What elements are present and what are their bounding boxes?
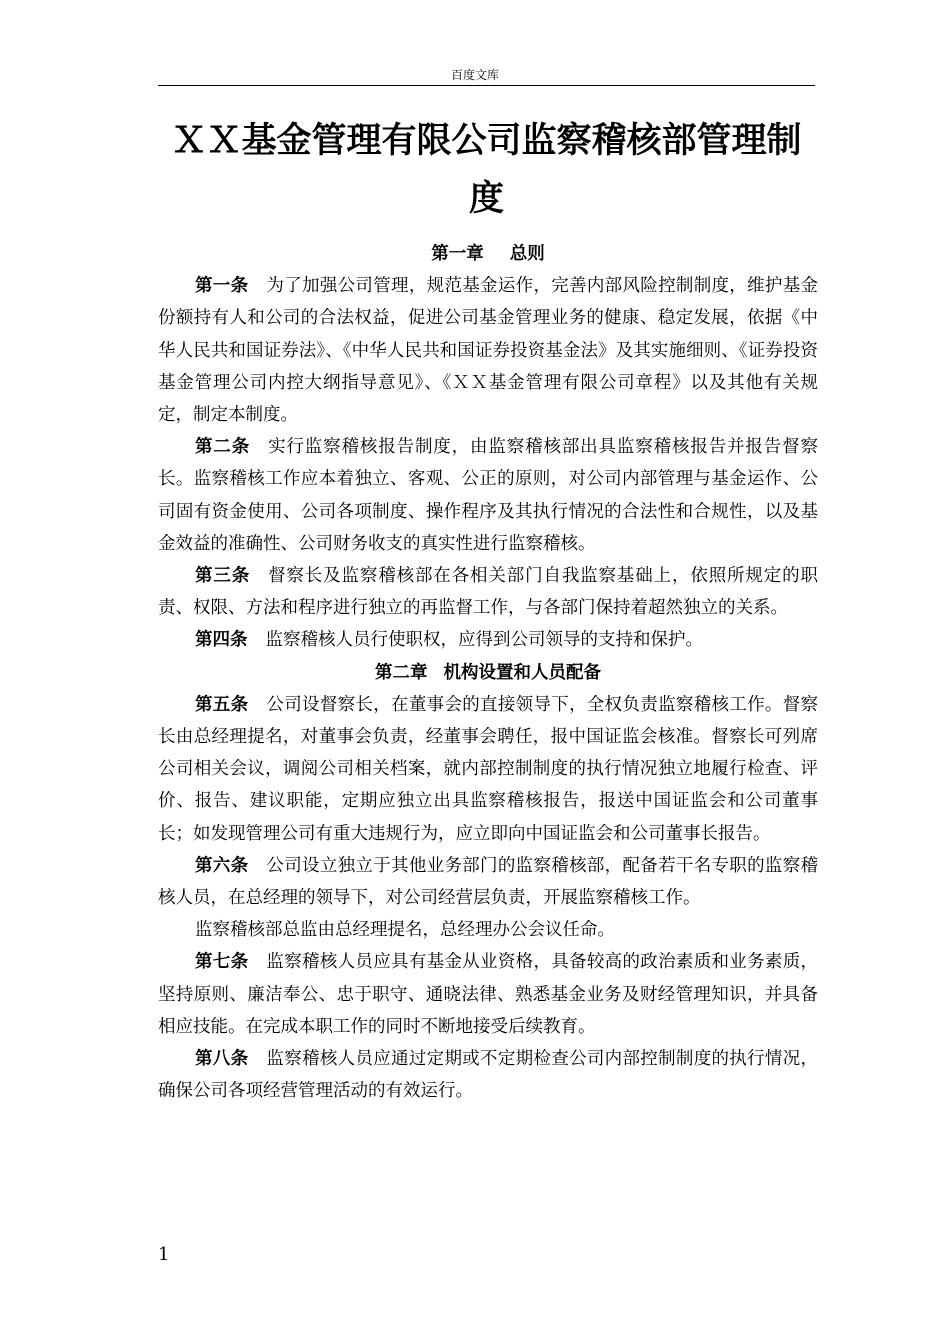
article-text: 监察稽核部总监由总经理提名，总经理办公会议任命。: [195, 920, 615, 941]
article-text: 实行监察稽核报告制度，由监察稽核部出具监察稽核报告并报告督察长。监察稽核工作应本着独立、客观、公正的原则，对公司内部管理与基金运作、公司固有资金使用、公司各项制度、操作程序及其执行情况的合法性和合规性，以及基金效益的准确性、公司财务收支的真实性进行监察稽核。: [158, 437, 818, 554]
article-heading: 第五条: [195, 694, 249, 715]
article-text: 公司设督察长，在董事会的直接领导下，全权负责监察稽核工作。督察长由总经理提名，对董事会负责，经董事会聘任，报中国证监会核准。督察长可列席公司相关会议，调阅公司相关档案，就内部控制制度的执行情况独立地履行检查、评价、报告、建议职能，定期应独立出具监察稽核报告，报送中国证监会和公司董事长；如发现管理公司有重大违规行为，应立即向中国证监会和公司董事长报告。: [158, 694, 819, 844]
article-paragraph: [158, 624, 818, 656]
document-body: [158, 238, 818, 1107]
article-paragraph: [158, 1043, 818, 1107]
article-heading: 第三条: [195, 566, 251, 587]
chapter-label: 第一章: [431, 244, 484, 264]
chapter-label: 第二章: [375, 662, 428, 683]
article-paragraph: [158, 850, 818, 914]
chapter-name: 机构设置和人员配备: [443, 662, 601, 683]
article-paragraph: [158, 914, 818, 946]
page-header: 百度文库: [450, 68, 499, 82]
article-text: 监察稽核人员应通过定期或不定期检查公司内部控制制度的执行情况，确保公司各项经营管理活动的有效运行。: [158, 1049, 819, 1102]
chapter-heading: [158, 657, 818, 689]
document-title: ＸＸ基金管理有限公司监察稽核部管理制度: [171, 121, 802, 219]
article-paragraph: [158, 689, 818, 850]
header-divider: [158, 85, 815, 86]
article-heading: 第二条: [195, 437, 251, 458]
article-heading: 第六条: [195, 855, 249, 876]
article-paragraph: [158, 946, 818, 1043]
page-number: 1: [158, 1244, 170, 1265]
article-paragraph: [158, 431, 818, 560]
article-text: 公司设立独立于其他业务部门的监察稽核部，配备若干名专职的监察稽核人员，在总经理的领导下，对公司经营层负责，开展监察稽核工作。: [158, 855, 819, 909]
chapter-heading: [158, 238, 818, 270]
article-text: 为了加强公司管理，规范基金运作，完善内部风险控制制度，维护基金份额持有人和公司的合法权益，促进公司基金管理业务的健康、稳定发展，依据《中华人民共和国证券法》、《中华人民共和国证券投资基金法》及其实施细则、《证券投资基金管理公司内控大纲指导意见》、《ＸＸ基金管理有限公司章程》以及其他有关规定，制定本制度。: [158, 276, 819, 426]
article-heading: 第一条: [195, 276, 249, 297]
article-paragraph: [158, 560, 818, 624]
article-text: 监察稽核人员应具有基金从业资格，具备较高的政治素质和业务素质，坚持原则、廉洁奉公、忠于职守、通晓法律、熟悉基金业务及财经管理知识，并具备相应技能。在完成本职工作的同时不断地接受后续教育。: [158, 952, 819, 1037]
article-paragraph: [158, 270, 818, 431]
article-heading: 第八条: [195, 1049, 249, 1070]
article-heading: 第四条: [195, 630, 248, 651]
article-text: 督察长及监察稽核部在各相关部门自我监察基础上，依照所规定的职责、权限、方法和程序进行独立的再监督工作，与各部门保持着超然独立的关系。: [158, 566, 818, 619]
chapter-name: 总则: [509, 244, 545, 264]
article-text: 监察稽核人员行使职权，应得到公司领导的支持和保护。: [265, 630, 703, 651]
article-heading: 第七条: [195, 952, 249, 973]
